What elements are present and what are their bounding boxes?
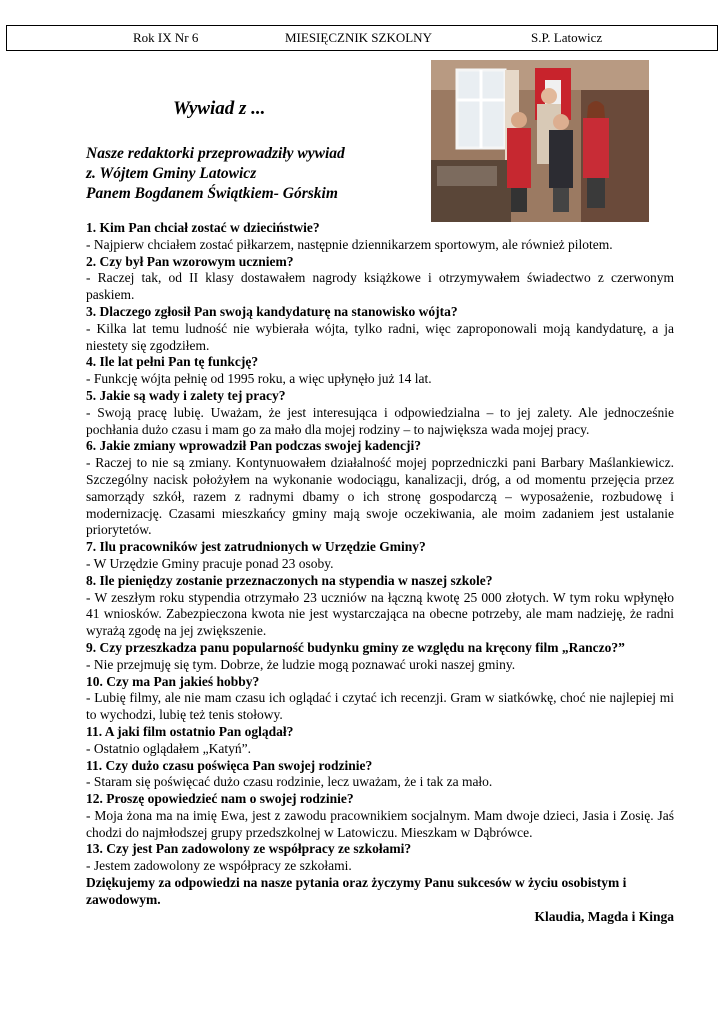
answer: - Swoją pracę lubię. Uważam, że jest interesująca i odpowiedzialna – to jej zalety. Ale jednocześnie pochłania dużo czasu i mam go za mało dla mojej rodziny – to największa wada mojej pracy. [86, 404, 674, 437]
interview-body [86, 220, 674, 925]
intro-line: Nasze redaktorki przeprowadziły wywiad [86, 145, 345, 162]
answer: - W zeszłym roku stypendia otrzymało 23 uczniów na łączną kwotę 25 000 złotych. W tym roku wpłynęło 41 wniosków. Zabezpieczona kwota nie jest wystarczająca na obecne potrzeby, ale mam nadzieję, że radni wyrażą zgodę na jej zwiększenie. [86, 589, 674, 639]
answer: - Funkcję wójta pełnię od 1995 roku, a więc upłynęło już 14 lat. [86, 371, 432, 387]
interview-photo [431, 60, 649, 222]
question: 11. A jaki film ostatnio Pan oglądał? [86, 723, 294, 739]
question: 11. Czy dużo czasu poświęca Pan swojej rodzinie? [86, 757, 373, 773]
answer: - Raczej to nie są zmiany. Kontynuowałem działalność mojej poprzedniczki pani Barbary Maślankiewicz. Szczególny nacisk położyłem na wykonanie wodociągu, kanalizacji, dróg, a od momentu przejęcia przez samorządy szkół, razem z radnymi dbamy o ich stronę gospodarczą – wyposażenie, rozbudowę i modernizację. Czasami mieszkańcy gminy mają swoje oczekiwania, ale moim zadaniem jest ustalanie priorytetów. [86, 455, 674, 538]
school-name: S.P. Latowicz [531, 30, 603, 45]
article-title: Wywiad z ... [173, 98, 266, 119]
intro-line: Panem Bogdanem Świątkiem- Górskim [86, 185, 338, 202]
question: 8. Ile pieniędzy zostanie przeznaczonych na stypendia w naszej szkole? [86, 572, 493, 588]
question: 1. Kim Pan chciał zostać w dzieciństwie? [86, 220, 320, 235]
question: 7. Ilu pracowników jest zatrudnionych w Urzędzie Gminy? [86, 539, 426, 555]
answer: - W Urzędzie Gminy pracuje ponad 23 osoby. [86, 555, 334, 571]
question: 4. Ile lat pełni Pan tę funkcję? [86, 354, 259, 370]
answer: - Lubię filmy, ale nie mam czasu ich oglądać i czytać ich recenzji. Gram w siatkówkę, choć nie najlepiej mi to wychodzi, lubię też tenis stołowy. [86, 690, 674, 723]
question: 6. Jakie zmiany wprowadził Pan podczas swojej kadencji? [86, 438, 422, 454]
newsletter-name: MIESIĘCZNIK SZKOLNY [285, 30, 432, 45]
answer: - Ostatnio oglądałem „Katyń”. [86, 740, 251, 756]
question: 9. Czy przeszkadza panu popularność budynku gminy ze względu na kręcony film „Ranczo?” [86, 639, 625, 655]
authors-signature: Klaudia, Magda i Kinga [534, 908, 674, 924]
answer: - Jestem zadowolony ze współpracy ze szkołami. [86, 858, 352, 874]
answer: - Moja żona ma na imię Ewa, jest z zawodu pracownikiem socjalnym. Mam dwoje dzieci, Jasia i Zosię. Jaś chodzi do najmłodszej grupy przedszkolnej w Latowiczu. Mieszkam w Dąbrówce. [86, 807, 674, 840]
newsletter-header [6, 25, 718, 51]
closing-thanks: Dziękujemy za odpowiedzi na nasze pytania oraz życzymy Panu sukcesów w życiu osobistym i zawodowym. [86, 875, 627, 907]
question: 12. Proszę opowiedzieć nam o swojej rodzinie? [86, 791, 354, 807]
question: 3. Dlaczego zgłosił Pan swoją kandydaturę na stanowisko wójta? [86, 303, 458, 319]
question: 10. Czy ma Pan jakieś hobby? [86, 673, 260, 689]
issue-number: Rok IX Nr 6 [133, 30, 199, 45]
question: 13. Czy jest Pan zadowolony ze współpracy ze szkołami? [86, 841, 412, 857]
question: 5. Jakie są wady i zalety tej pracy? [86, 387, 286, 403]
answer: - Staram się poświęcać dużo czasu rodzinie, lecz uważam, że i tak za mało. [86, 774, 493, 790]
answer: - Kilka lat temu ludność nie wybierała wójta, tylko radni, więc zaproponowali moją kandydaturę, a ja niestety się zgodziłem. [86, 320, 674, 353]
answer: - Najpierw chciałem zostać piłkarzem, następnie dziennikarzem sportowym, ale również pilotem. [86, 236, 613, 252]
answer: - Raczej tak, od II klasy dostawałem nagrody książkowe i otrzymywałem świadectwo z czerwonym paskiem. [86, 270, 674, 303]
intro-line: z. Wójtem Gminy Latowicz [86, 165, 257, 182]
question: 2. Czy był Pan wzorowym uczniem? [86, 253, 294, 269]
answer: - Nie przejmuję się tym. Dobrze, że ludzie mogą poznawać uroki naszej gminy. [86, 656, 516, 672]
article-intro [86, 144, 426, 204]
